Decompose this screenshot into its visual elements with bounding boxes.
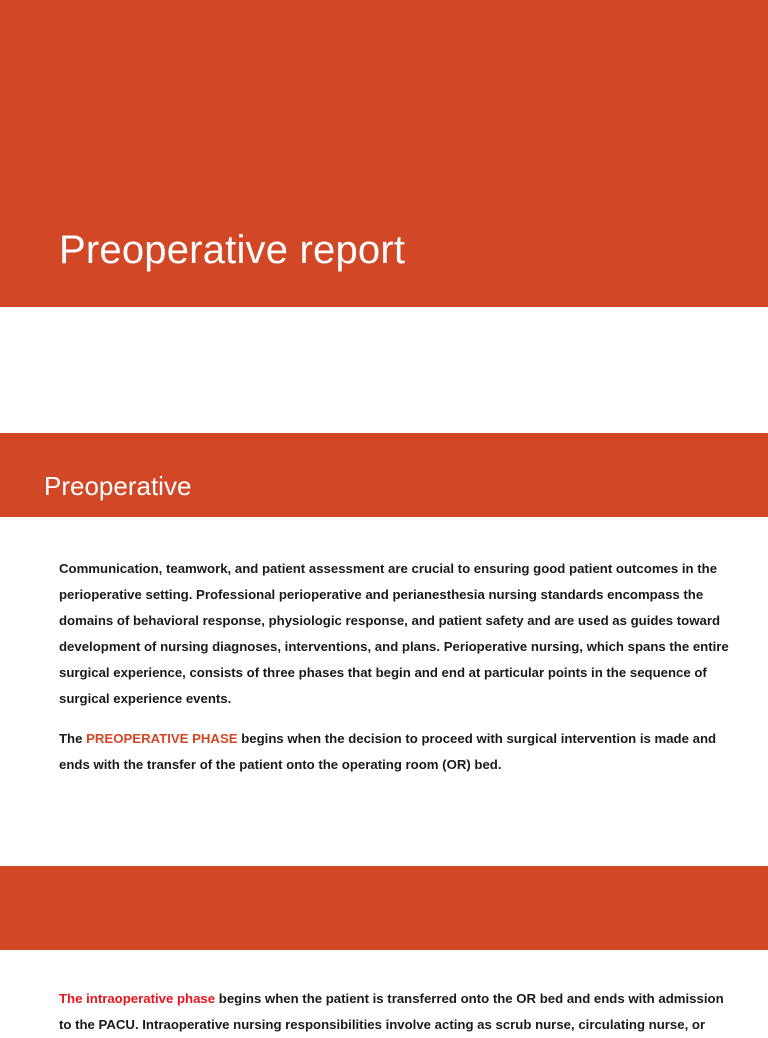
title-banner	[0, 0, 768, 307]
section-heading: Preoperative	[44, 471, 192, 501]
page-title: Preoperative report	[59, 228, 406, 272]
section-banner-intraoperative	[0, 866, 768, 950]
body-paragraph-intraoperative	[59, 986, 729, 1038]
body-paragraph: Communication, teamwork, and patient assessment are crucial to ensuring good patient outcomes in the perioperative setting. Professional perioperative and perianesthesia nursing standards encompass the domains of behavioral response, physiologic response, and patient safety and are used as guides toward development of nursing diagnoses, interventions, and plans. Perioperative nursing, which spans the entire surgical experience, consists of three phases that begin and end at particular points in the sequence of surgical experience events.	[59, 561, 729, 706]
body-paragraph-phase	[59, 726, 729, 778]
paragraph-suffix: begins when the patient is transferred onto the OR bed and ends with admission to the PACU. Intraoperative nursing responsibilities involve acting as scrub nurse, circulating nurse, or	[59, 991, 724, 1032]
paragraph-suffix: begins when the decision to proceed with surgical intervention is made and ends with the transfer of the patient onto the operating room (OR) bed.	[59, 731, 717, 772]
paragraph-prefix: The	[59, 731, 87, 746]
highlighted-term: PREOPERATIVE PHASE	[86, 731, 238, 746]
highlighted-term: The intraoperative phase	[59, 991, 216, 1006]
